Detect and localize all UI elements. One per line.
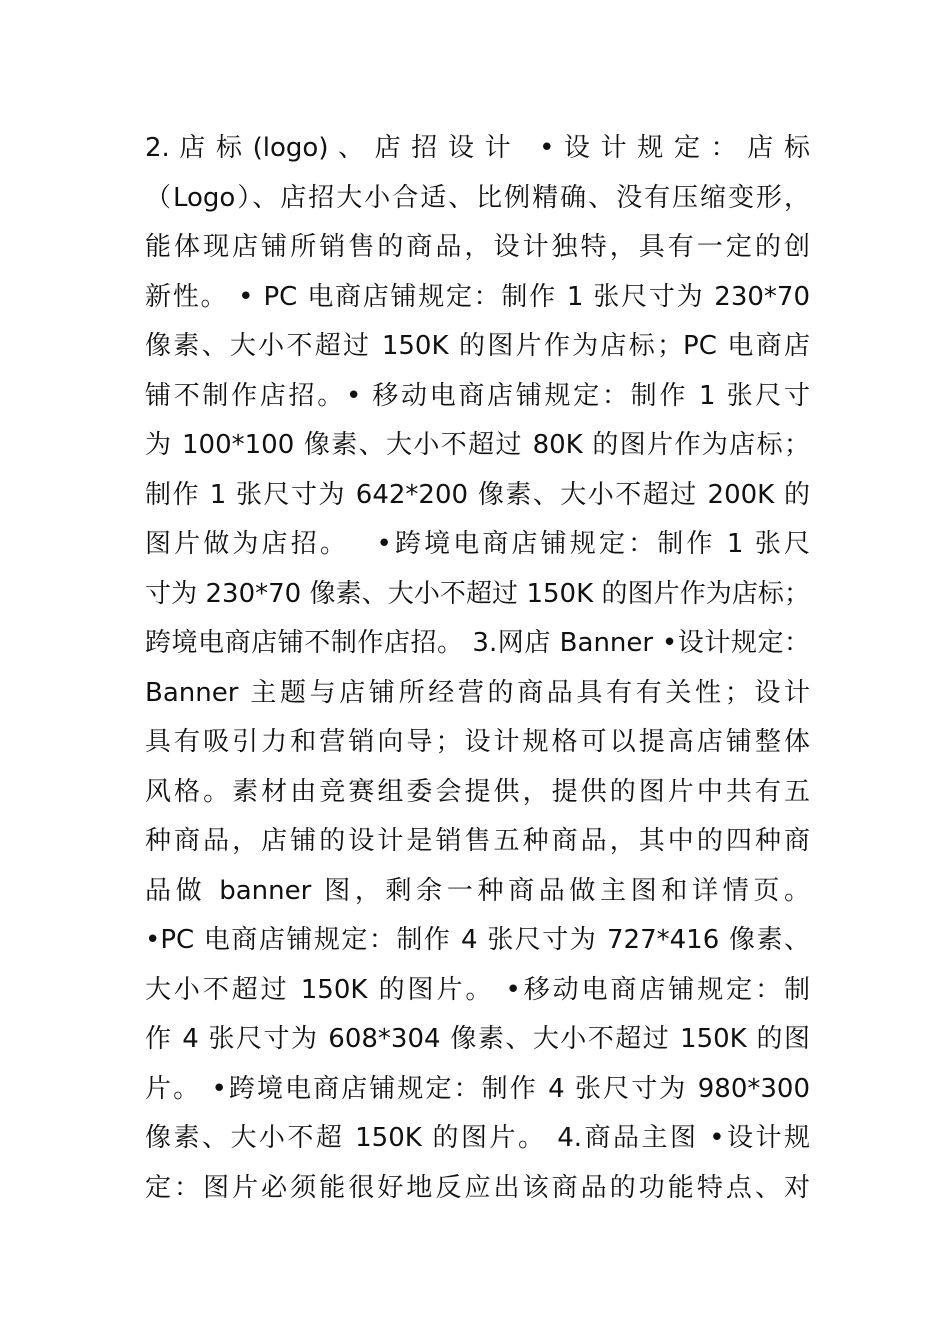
text-line-20: 片。 •跨境电商店铺规定：制作 4 张尺寸为 980*300 [145,1073,810,1104]
document-body [145,124,810,1213]
text-line-14: 风格。素材由竞赛组委会提供，提供的图片中共有五 [145,776,810,807]
text-line-10: 寸为 230*70 像素、大小不超过 150K 的图片作为店标； [145,578,810,609]
text-line-16: 品做 banner 图，剩余一种商品做主图和详情页。 [145,875,810,906]
text-line-8: 制作 1 张尺寸为 642*200 像素、大小不超过 200K 的 [145,479,810,510]
text-line-15: 种商品，店铺的设计是销售五种商品，其中的四种商 [145,826,810,856]
text-line-21: 像素、大小不超 150K 的图片。 4.商品主图 •设计规 [145,1123,810,1153]
text-line-18: 大小不超过 150K 的图片。 •移动电商店铺规定：制 [145,974,810,1005]
text-line-4: 新性。 • PC 电商店铺规定：制作 1 张尺寸为 230*70 [145,281,810,312]
text-line-2: （Logo）、店招大小合适、比例精确、没有压缩变形， [145,182,810,213]
text-line-11: 跨境电商店铺不制作店招。 3.网店 Banner •设计规定： [145,628,810,658]
text-line-13: 具有吸引力和营销向导；设计规格可以提高店铺整体 [145,727,810,757]
text-line-22: 定：图片必须能很好地反应出该商品的功能特点、对 [145,1172,810,1203]
text-line-7: 为 100*100 像素、大小不超过 80K 的图片作为店标； [145,430,810,460]
text-line-19: 作 4 张尺寸为 608*304 像素、大小不超过 150K 的图 [145,1024,810,1054]
text-line-12: Banner 主题与店铺所经营的商品具有有关性；设计 [145,677,810,708]
text-line-5: 像素、大小不超过 150K 的图片作为店标；PC 电商店 [145,331,810,361]
text-line-9: 图片做为店招。 •跨境电商店铺规定：制作 1 张尺 [145,529,810,559]
text-line-6: 铺不制作店招。• 移动电商店铺规定：制作 1 张尺寸 [145,380,810,411]
text-line-3: 能体现店铺所销售的商品，设计独特，具有一定的创 [145,232,810,262]
text-line-17: •PC 电商店铺规定：制作 4 张尺寸为 727*416 像素、 [145,925,810,955]
text-line-1: 2. 店 标 (logo) 、 店 招 设 计 • 设 计 规 定 ： 店 标 [145,133,810,163]
